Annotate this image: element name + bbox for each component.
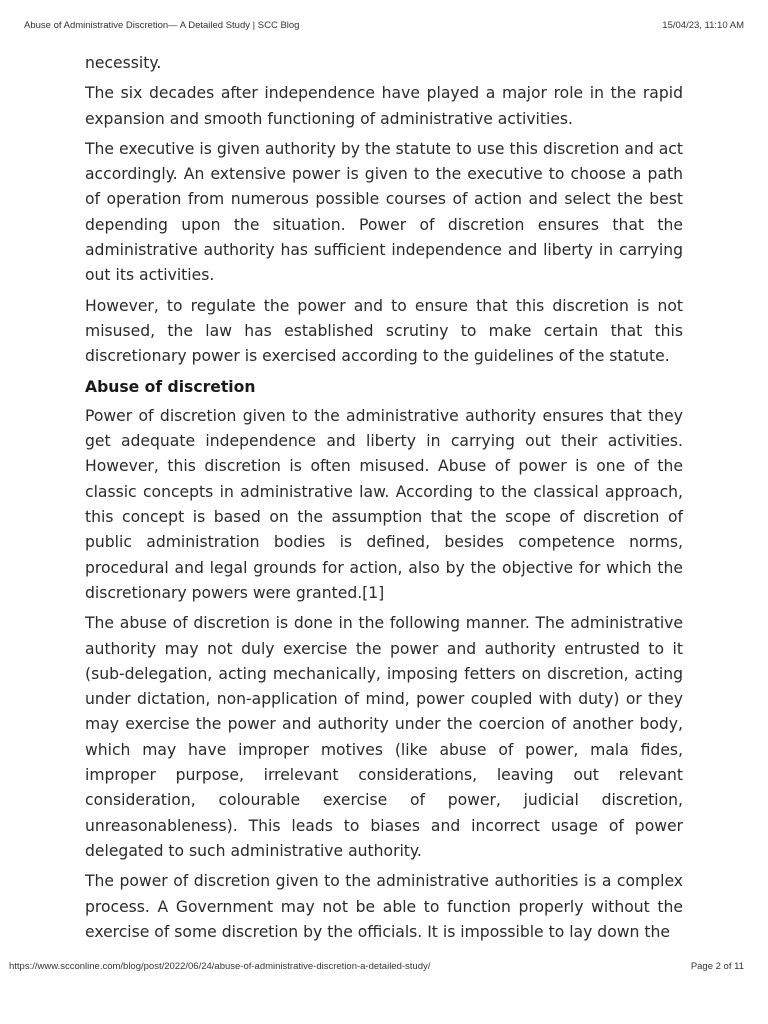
paragraph-regulation: However, to regulate the power and to ensure that this discretion is not misused, the law has established scrutiny to make certain that this discretionary power is exercised according to the guidelines of the statute. (85, 296, 683, 366)
page-number: Page 2 of 11 (690, 961, 744, 972)
paragraph-abuse-manner: The abuse of discretion is done in the following manner. The administrative authority may not duly exercise the power and authority entrusted to it (sub-delegation, acting mechanically, imposing fetters on discretion, acting under dictation, non-application of mind, power coupled with duty) or they may exercise the power and authority under the coercion of another body, which may have improper motives (like abuse of power, mala fides, improper purpose, irrelevant considerations, leaving out relevant consideration, colourable exercise of power, judicial discretion, unreasonableness). This leads to biases and incorrect usage of power delegated to such administrative authority. (85, 614, 683, 860)
page-url: https://www.scconline.com/blog/post/2022/06/24/abuse-of-administrative-discretion-a-detailed-study/ (9, 961, 431, 972)
print-footer (9, 961, 744, 975)
print-timestamp: 15/04/23, 11:10 AM (662, 20, 744, 31)
paragraph-power-of-discretion: Power of discretion given to the administrative authority ensures that they get adequate independence and liberty in carrying out their activities. However, this discretion is often misused. Abuse of power is one of the classic concepts in administrative law. According to the classical approach, this concept is based on the assumption that the scope of discretion of public administration bodies is defined, besides competence norms, procedural and legal grounds for action, also by the objective for which the discretionary powers were granted.[1] (85, 406, 683, 602)
section-heading-abuse-of-discretion: Abuse of discretion (85, 377, 256, 396)
article-body (85, 51, 683, 950)
print-header (24, 20, 744, 34)
paragraph-six-decades: The six decades after independence have played a major role in the rapid expansion and smooth functioning of administrative activities. (85, 84, 683, 128)
paragraph-complex-process: The power of discretion given to the administrative authorities is a complex process. A Government may not be able to function properly without the exercise of some discretion by the officials. It is impossible to lay down the (85, 872, 683, 941)
paragraph-continuation: necessity. (85, 54, 162, 72)
page-title: Abuse of Administrative Discretion— A Detailed Study | SCC Blog (24, 20, 300, 31)
paragraph-executive-authority: The executive is given authority by the statute to use this discretion and act accordingly. An extensive power is given to the executive to choose a path of operation from numerous possible courses of action and select the best depending upon the situation. Power of discretion ensures that the administrative authority has sufficient independence and liberty in carrying out its activities. (85, 139, 683, 285)
